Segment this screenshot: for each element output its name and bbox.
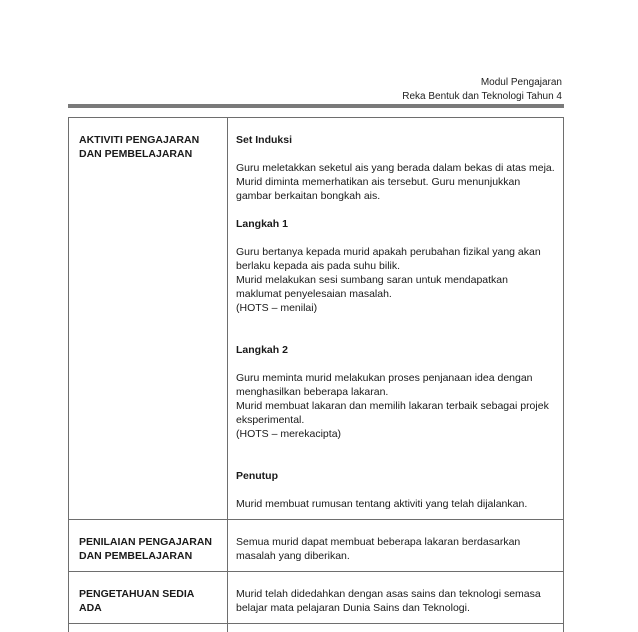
section-heading-set-induksi: Set Induksi (236, 133, 555, 147)
row-label-continuation (69, 624, 228, 632)
row-label-activities: AKTIVITI PENGAJARAN DAN PEMBELAJARAN (69, 118, 228, 520)
row-label-prior-knowledge: PENGETAHUAN SEDIA ADA (69, 572, 228, 624)
section-text-langkah-2-hots: (HOTS – merekacipta) (236, 427, 555, 441)
section-heading-langkah-1: Langkah 1 (236, 217, 555, 231)
section-text-penutup: Murid membuat rumusan tentang aktiviti yang telah dijalankan. (236, 497, 555, 511)
section-text-set-induksi: Guru meletakkan seketul ais yang berada dalam bekas di atas meja. Murid diminta memerhatikan ais tersebut. Guru menunjukkan gambar berkaitan bongkah ais. (236, 161, 555, 203)
section-text-langkah-1-a: Guru bertanya kepada murid apakah perubahan fizikal yang akan berlaku kepada ais pada suhu bilik. (236, 245, 555, 273)
section-text-langkah-1-b: Murid melakukan sesi sumbang saran untuk mendapatkan maklumat penyelesaian masalah. (236, 273, 555, 301)
section-text-langkah-2-a: Guru meminta murid melakukan proses penjanaan idea dengan menghasilkan beberapa lakaran. (236, 371, 555, 399)
table-row-activities (69, 118, 564, 520)
page-header (402, 76, 562, 104)
table-row-continuation (69, 624, 564, 632)
row-content-continuation (228, 624, 564, 632)
section-text-langkah-2-b: Murid membuat lakaran dan memilih lakaran terbaik sebagai projek eksperimental. (236, 399, 555, 427)
row-label-assessment: PENILAIAN PENGAJARAN DAN PEMBELAJARAN (69, 520, 228, 572)
header-divider (68, 104, 564, 108)
header-module-title: Modul Pengajaran (402, 76, 562, 90)
header-subject-title: Reka Bentuk dan Teknologi Tahun 4 (402, 90, 562, 104)
row-content-prior-knowledge: Murid telah didedahkan dengan asas sains dan teknologi semasa belajar mata pelajaran Dunia Sains dan Teknologi. (228, 572, 564, 624)
row-content-activities (228, 118, 564, 520)
section-heading-langkah-2: Langkah 2 (236, 343, 555, 357)
table-row-assessment (69, 520, 564, 572)
section-heading-penutup: Penutup (236, 469, 555, 483)
lesson-plan-table (68, 117, 564, 632)
table-row-prior-knowledge (69, 572, 564, 624)
section-text-langkah-1-hots: (HOTS – menilai) (236, 301, 555, 315)
row-content-assessment: Semua murid dapat membuat beberapa lakaran berdasarkan masalah yang diberikan. (228, 520, 564, 572)
